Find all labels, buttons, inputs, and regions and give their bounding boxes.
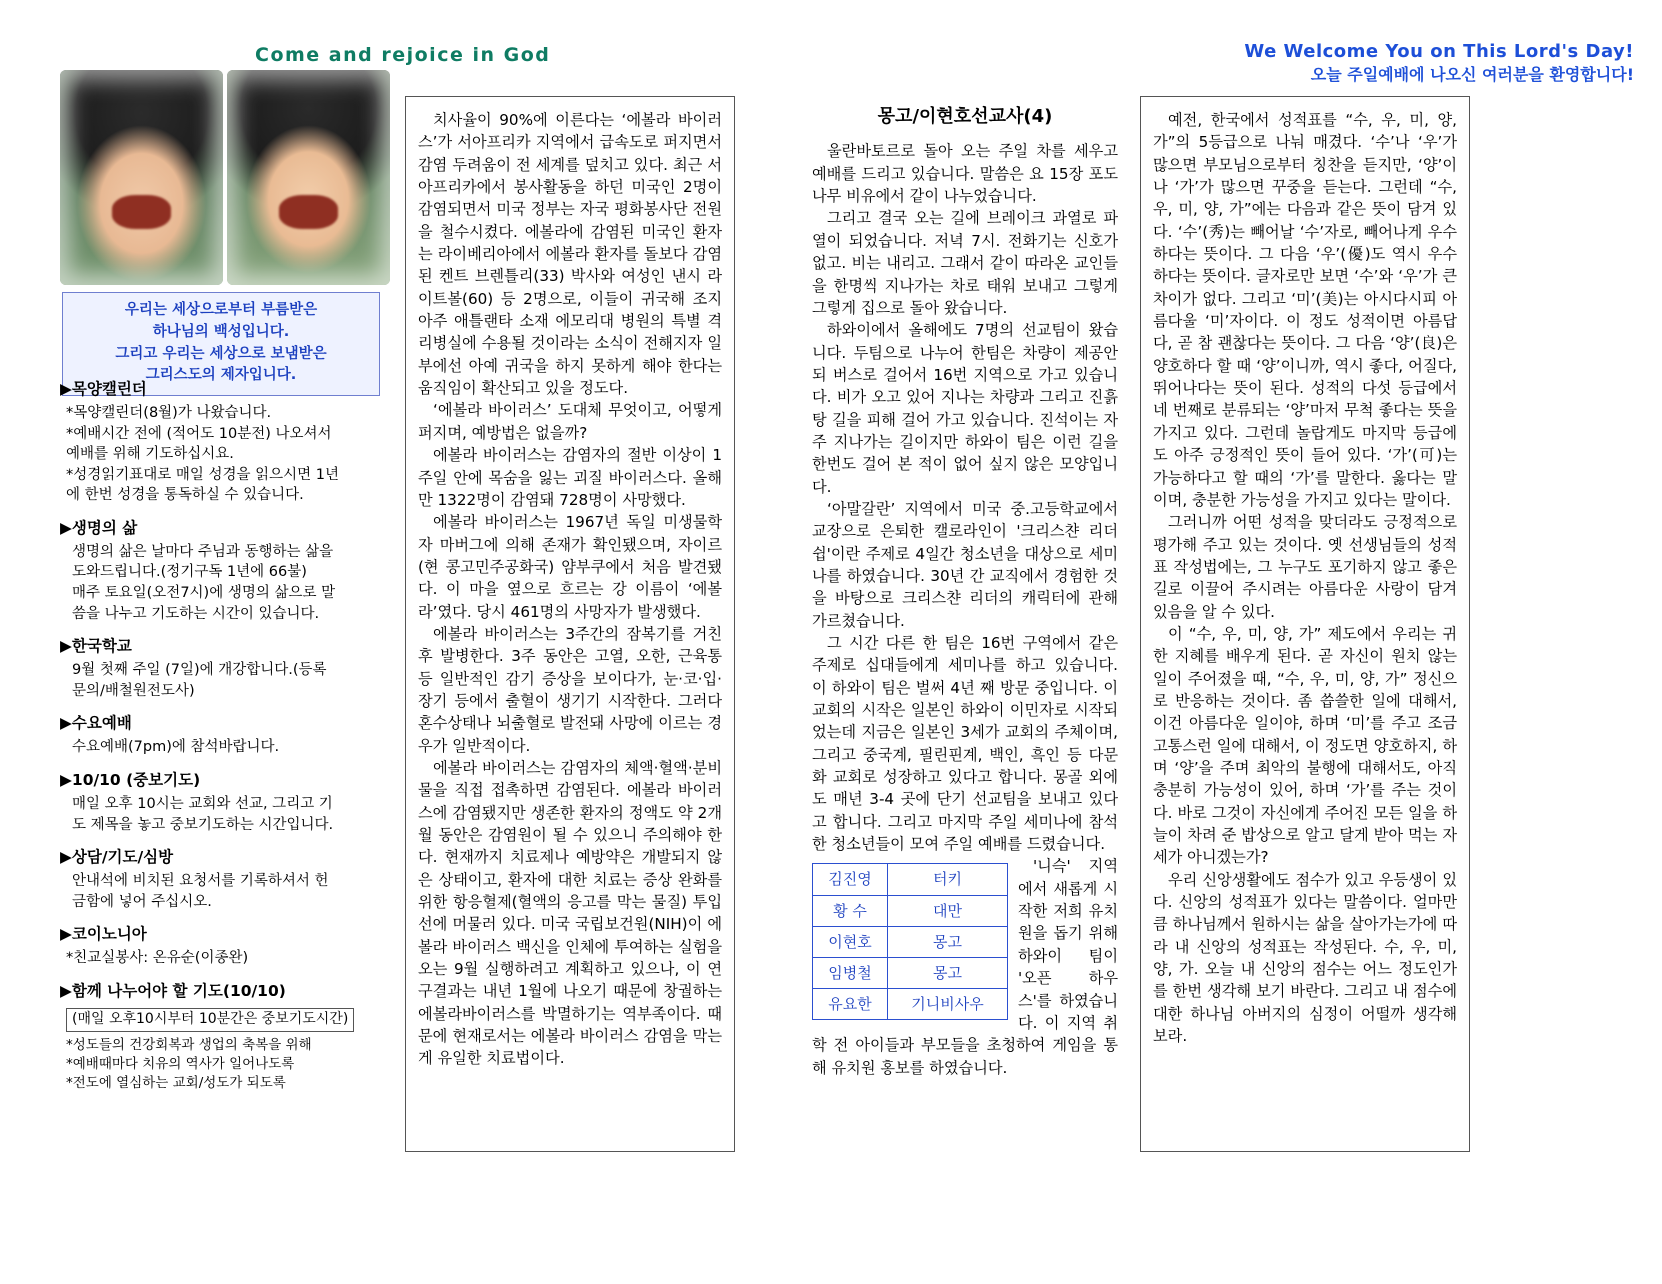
prayer-line: *전도에 열심하는 교회/성도가 되도록 (66, 1075, 286, 1092)
article-paragraph: 그러니까 어떤 성적을 맞더라도 긍정적으로 평가해 주고 있는 것이다. 옛 선생님들의 성적표 작성법에는, 그 누구도 포기하지 않고 좋은 길로 이끌어 주시려는 아름다운 사랑이 담겨 있음을 알 수 있다. (1153, 513, 1457, 621)
missionary-country: 기니비사우 (888, 988, 1008, 1019)
missionary-name: 임병철 (813, 957, 888, 988)
announcement-title: ▶상담/기도/심방 (60, 848, 174, 867)
prayer-requests-section (60, 980, 396, 1093)
article-ebola (405, 96, 735, 1152)
missionary-country: 몽고 (888, 926, 1008, 957)
missionary-country: 터키 (888, 864, 1008, 895)
table-row (813, 988, 1008, 1019)
announcement-line: 안내석에 비치된 요청서를 기록하셔서 헌 (72, 873, 329, 890)
child-photo-right (227, 70, 390, 285)
missionary-name: 황 수 (813, 895, 888, 926)
announcement-line: 도 제목을 놓고 중보기도하는 시간입니다. (72, 816, 334, 833)
table-row (813, 926, 1008, 957)
article-grades (1140, 96, 1470, 1152)
missionary-name: 유요한 (813, 988, 888, 1019)
announcement-item (60, 517, 396, 624)
mission-line-4: 그리스도의 제자입니다. (145, 367, 297, 384)
prayer-section-title: ▶함께 나누어야 할 기도(10/10) (60, 981, 286, 1000)
announcement-item (60, 712, 396, 758)
article-paragraph: 에볼라 바이러스는 3주간의 잠복기를 거친 후 발병한다. 3주 동안은 고열, 오한, 근육통 등 일반적인 감기 증상을 보이다가, 눈·코·입·장기 등에서 출혈이 생기기 시작한다. 그러다 혼수상태나 뇌출혈로 발전돼 사망에 이르는 경우가 일반적이다. (418, 624, 722, 755)
article-title: 몽고/이현호선교사(4) (877, 106, 1053, 127)
announcement-line: 금함에 넣어 주십시오. (72, 893, 212, 910)
article-paragraph: 그리고 결국 오는 길에 브레이크 과열로 파열이 되었습니다. 저녁 7시. 전화기는 신호가 없고. 비는 내리고. 그래서 같이 따라온 교인들을 한명씩 지나가는 차로 태워 보내고 그렇게 그렇게 집으로 돌아 왔습니다. (812, 209, 1118, 317)
photo-detail (279, 195, 338, 229)
mission-line-1: 우리는 세상으로부터 부름받은 (124, 302, 318, 318)
article-paragraph: 예전, 한국에서 성적표를 “수, 우, 미, 양, 가”의 5등급으로 나눠 매겼다. ‘수’나 ‘우’가 많으면 부모님으로부터 칭찬을 듣지만, ‘양’이나 ‘가’가 많으면 꾸중을 듣는다. 그런데 “수, 우, 미, 양, 가”에는 다음과 같은 뜻이 담겨 있다. ‘수’(秀)는 빼어날 ‘수’자로, 빼어나게 우수하다는 뜻이다. 그 다음 ‘우’(優)도 역시 우수하다는 뜻이다. 글자로만 보면 ‘수’와 ‘우’가 큰 차이가 없다. 그리고 ‘미’(美)는 아시다시피 아름다울 ‘미’자이다. 이 정도 성적이면 아름답다, 곧 참 괜찮다는 뜻이다. 그 다음 ‘양’(良)은 양호하다 할 때 ‘양’이니까, 역시 좋다, 어질다, 뛰어나다는 뜻이 된다. 성적의 다섯 등급에서 네 번째로 분류되는 ‘양’마저 무척 좋다는 뜻을 가지고 있다. 그런데 놀랍게도 마지막 등급에도 아주 긍정적인 뜻이 들어 있다. ‘가’(可)는 가능하다고 할 때의 ‘가’를 말한다. 옳다는 말이며, 충분한 가능성을 가지고 있다는 말이다. (1153, 111, 1457, 509)
article-paragraph: 에볼라 바이러스는 1967년 독일 미생물학자 마버그에 의해 존재가 확인됐으며, 자이르(현 콩고민주공화국) 얌부쿠에서 처음 발견됐다. 이 마을 옆으로 흐르는 강 이름이 ‘에볼라’였다. 당시 461명의 사망자가 발생했다. (418, 513, 722, 621)
announcement-line: 매일 오후 10시는 교회와 선교, 그리고 기 (72, 795, 333, 812)
announcement-item (60, 769, 396, 835)
article-paragraph: 이 “수, 우, 미, 양, 가” 제도에서 우리는 귀한 지혜를 배우게 된다. 곧 자신이 원치 않는 일이 주어졌을 때, “수, 우, 미, 양, 가” 정신으로 반응하는 것이다. 좀 씁쓸한 일에 대해서, 이건 아름다운 일이야, 하며 ‘미’를 주고 조금 고통스런 일에 대해서, 이 정도면 양호하지, 하며 ‘양’을 주며 최악의 불행에 대해서도, 아직 충분히 가능성이 있어, 하며 ‘가’를 주는 것이다. 바로 그것이 자신에게 주어진 모든 일을 하늘이 차려 준 밥상으로 알고 달게 받아 먹는 자세가 아니겠는가? (1153, 624, 1457, 867)
header-right-welcome (1244, 40, 1634, 86)
announcement-line: *예배시간 전에 (적어도 10분전) 나오셔서 (66, 425, 332, 442)
article-paragraph: ‘아말갈란’ 지역에서 미국 중.고등학교에서 교장으로 은퇴한 캘로라인이 '크리스챤 리더쉽'이란 주제로 4일간 청소년을 대상으로 세미나를 하였습니다. 30년 간 교직에서 경험한 것을 바탕으로 크리스챤 리더의 캐릭터에 관해 가르쳤습니다. (812, 499, 1118, 630)
announcement-title: ▶생명의 삶 (60, 518, 138, 537)
announcement-line: *목양캘린더(8월)가 나왔습니다. (66, 405, 272, 421)
missionary-name: 김진영 (813, 864, 888, 895)
table-row (813, 895, 1008, 926)
photo-strip (60, 70, 390, 285)
missionary-country: 몽고 (888, 957, 1008, 988)
announcement-title: ▶목양캘린더 (60, 380, 147, 398)
article-paragraph: ‘에볼라 바이러스’ 도대체 무엇이고, 어떻게 퍼지며, 예방법은 없을까? (418, 401, 722, 442)
header-left-banner: Come and rejoice in God (255, 44, 551, 66)
announcement-title: ▶한국학교 (60, 637, 132, 656)
article-paragraph: 에볼라 바이러스는 감염자의 절반 이상이 1주일 안에 목숨을 잃는 괴질 바이러스다. 올해만 1322명이 감염돼 728명이 사망했다. (418, 446, 722, 509)
announcement-line: *성경읽기표대로 매일 성경을 읽으시면 1년 (66, 466, 340, 483)
announcement-item (60, 923, 396, 969)
table-row (813, 864, 1008, 895)
article-paragraph: 울란바토르로 돌아 오는 주일 차를 세우고 예배를 드리고 있습니다. 말씀은 요 15장 포도나무 비유에서 같이 나누었습니다. (812, 142, 1118, 206)
prayer-time-note: (매일 오후10시부터 10분간은 중보기도시간) (66, 1008, 354, 1032)
article-paragraph: 우리 신앙생활에도 점수가 있고 우등생이 있다. 신앙의 성적표가 있다는 말씀이다. 얼마만큼 하나님께서 원하시는 삶을 살아가는가에 따라 내 신앙의 성적표는 작성된다. 수, 우, 미, 양, 가. 오늘 내 신앙의 점수는 어느 정도인가를 한번 생각해 보기 바란다. 그리고 내 점수에 대한 하나님 아버지의 심정이 어떨까 생각해 보라. (1153, 870, 1457, 1046)
table-row (813, 957, 1008, 988)
announcement-line: 예배를 위해 기도하십시요. (66, 446, 234, 463)
article-paragraph-wrapped: '니슥' 지역에서 새롭게 시작한 저희 유치원을 돕기 위해 하와이 팀이 '오픈 하우스'를 하였습니다. 이 지역 취학 전 아이들과 부모들을 초청하여 게임을 통해 유치원 홍보를 하였습니다. (812, 857, 1118, 1077)
mission-line-2: 하나님의 백성입니다. (152, 323, 290, 340)
article-mongolia (800, 96, 1130, 1152)
announcement-list (60, 378, 396, 1104)
missionary-country: 대만 (888, 895, 1008, 926)
announcement-line: 문의/배철원전도사) (72, 682, 195, 699)
announcement-line: 9월 첫째 주일 (7일)에 개강합니다.(등록 (72, 662, 327, 679)
announcement-line: *친교실봉사: 온유순(이종완) (66, 950, 249, 967)
announcement-line: 수요예배(7pm)에 참석바랍니다. (72, 739, 280, 756)
missionary-table (812, 863, 1008, 1019)
announcement-line: 매주 토요일(오전7시)에 생명의 삶으로 말 (72, 585, 336, 602)
photo-detail (112, 195, 171, 229)
announcement-title: ▶코이노니아 (60, 925, 147, 944)
announcement-item (60, 635, 396, 701)
article-paragraph: 치사율이 90%에 이른다는 ‘에볼라 바이러스’가 서아프리카 지역에서 급속도로 퍼지면서 감염 두려움이 전 세계를 덮치고 있다. 최근 서아프리카에서 봉사활동을 하던 미국인 2명이 감염되면서 미국 정부는 자국 평화봉사단 전원을 철수시켰다. 에볼라에 감염된 미국인 환자는 라이베리아에서 에볼라 환자를 돌보다 감염된 켄트 브렌틀리(33) 박사와 여성인 낸시 라이트볼(60) 등 2명으로, 이들이 귀국해 조지아주 애틀랜타 소재 에모리대 병원의 특별 격리병실에 수용될 것이라는 소식이 전해지자 일부에선 아예 귀국을 하지 못하게 해야 한다는 움직임이 확산되고 있을 정도다. (418, 111, 722, 398)
announcement-line: 도와드립니다.(정기구독 1년에 66불) (72, 564, 307, 581)
announcement-item (60, 378, 396, 506)
missionary-name: 이현호 (813, 926, 888, 957)
announcement-title: ▶수요예배 (60, 714, 132, 733)
prayer-line: *성도들의 건강회복과 생업의 축복을 위해 (66, 1036, 312, 1053)
article-paragraph: 에볼라 바이러스는 감염자의 체액·혈액·분비물을 직접 접촉하면 감염된다. 에볼라 바이러스에 감염됐지만 생존한 환자의 정액도 약 2개월 동안은 감염원이 될 수 있으니 주의해야 한다. 현재까지 치료제나 예방약은 개발되지 않은 상태이고, 환자에 대한 치료는 증상 완화를 위한 항응혈제(혈액의 응고를 막는 물질) 투입 선에 머물러 있다. 미국 국립보건원(NIH)이 에볼라 바이러스 백신을 인체에 투여하는 실험을 오는 9월 실행하려고 계획하고 있으나, 이 연구결과는 내년 1월에 나오기 때문에 창궐하는 에볼라바이러스를 박멸하기는 역부족이다. 때문에 현재로서는 에볼라 바이러스 감염을 막는 게 유일한 치료법이다. (418, 758, 722, 1068)
prayer-line: *예배때마다 치유의 역사가 일어나도록 (66, 1055, 295, 1072)
mission-line-3: 그리고 우리는 세상으로 보냄받은 (115, 345, 327, 362)
article-paragraph: 하와이에서 올해에도 7명의 선교팀이 왔습니다. 두팀으로 나누어 한팀은 차량이 제공안되 버스로 걸어서 16번 지역으로 가고 있습니다. 비가 오고 있어 지나는 차량과 그리고 진흙탕 길을 피해 걸어 가고 있습니다. 진석이는 자주 지나가는 길이지만 하와이 팀은 이런 길을 한번도 걸어 본 적이 없어 싶지 않은 모양입니다. (812, 321, 1118, 496)
child-photo-left (60, 70, 223, 285)
announcement-item (60, 846, 396, 912)
welcome-line-english: We Welcome You on This Lord's Day! (1244, 41, 1634, 62)
welcome-line-korean: 오늘 주일예배에 나오신 여러분을 환영합니다! (1310, 65, 1634, 85)
announcement-title: ▶10/10 (중보기도) (60, 770, 201, 789)
article-paragraph: 그 시간 다른 한 팀은 16번 구역에서 같은 주제로 십대들에게 세미나를 하고 있습니다. 이 하와이 팀은 벌써 4년 째 방문 중입니다. 이 교회의 시작은 일본인 하와이 이민자로 시작되었는데 지금은 일본인 3세가 교회의 주체이며, 그리고 중국계, 필린핀계, 백인, 흑인 등 다문화 교회로 성장하고 있다고 합니다. 몽골 외에도 매년 3-4 곳에 단기 선교팀을 보내고 있다고 합니다. 그리고 마지막 주일 세미나에 참석한 청소년들이 모여 주일 예배를 드렸습니다. (812, 634, 1118, 854)
announcement-line: 에 한번 성경을 통독하실 수 있습니다. (66, 487, 304, 504)
announcement-line: 씀을 나누고 기도하는 시간이 있습니다. (72, 605, 320, 622)
announcement-line: 생명의 삶은 날마다 주님과 동행하는 삶을 (72, 543, 334, 560)
